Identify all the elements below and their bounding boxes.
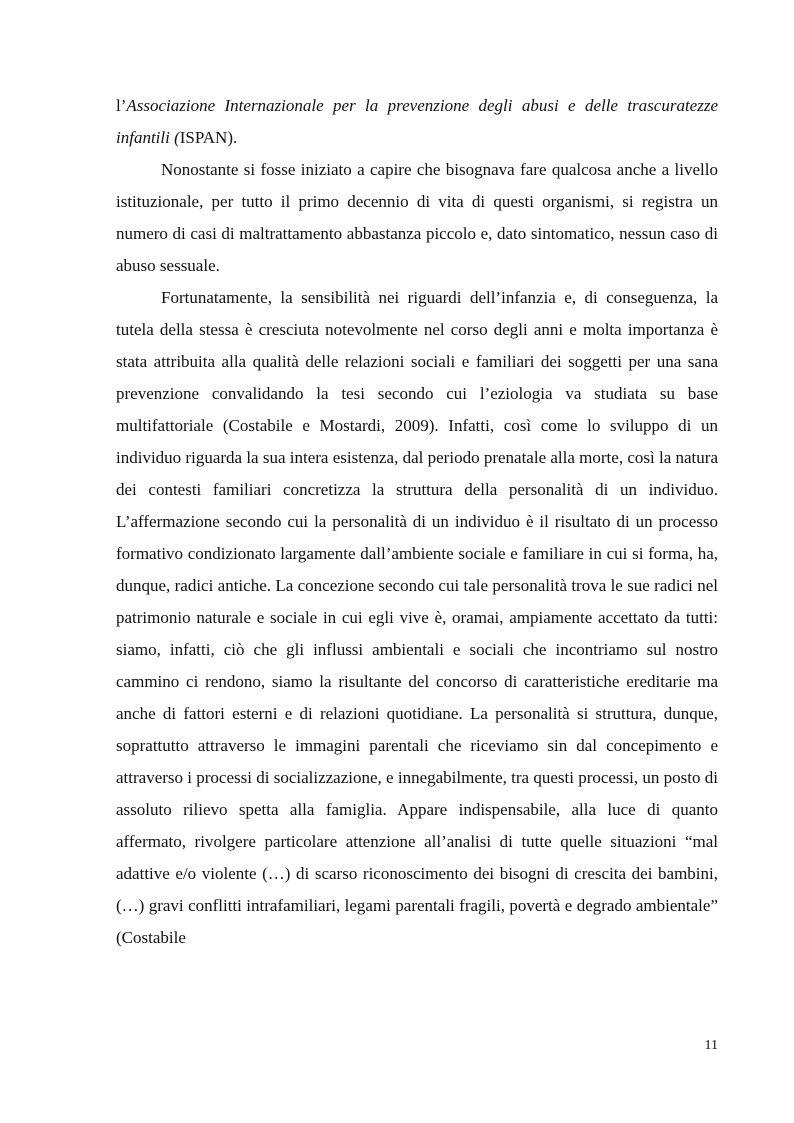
paragraph-prefix: l’ [116, 96, 127, 115]
body-text [116, 90, 718, 954]
paragraph-sensitivity: Fortunatamente, la sensibilità nei riguardi dell’infanzia e, di conseguenza, la tutela della stessa è cresciuta notevolmente nel corso degli anni e molta importanza è stata attribuita alla qualità delle relazioni sociali e familiari dei soggetti per una sana prevenzione convalidando la tesi secondo cui l’eziologia va studiata su base multifattoriale (Costabile e Mostardi, 2009). Infatti, così come lo sviluppo di un individuo riguarda la sua intera esistenza, dal periodo prenatale alla morte, così la natura dei contesti familiari concretizza la struttura della personalità di un individuo. L’affermazione secondo cui la personalità di un individuo è il risultato di un processo formativo condizionato largamente dall’ambiente sociale e familiare in cui si forma, ha, dunque, radici antiche. La concezione secondo cui tale personalità trova le sue radici nel patrimonio naturale e sociale in cui egli vive è, oramai, ampiamente accettato da tutti: siamo, infatti, ciò che gli influssi ambientali e sociali che incontriamo sul nostro cammino ci rendono, siamo la risultante del concorso di caratteristiche ereditarie ma anche di fattori esterni e di relazioni quotidiane. La personalità si struttura, dunque, soprattutto attraverso le immagini parentali che riceviamo sin dal concepimento e attraverso i processi di socializzazione, e innegabilmente, tra questi processi, un posto di assoluto rilievo spetta alla famiglia. Appare indispensabile, alla luce di quanto affermato, rivolgere particolare attenzione all’analisi di tutte quelle situazioni “mal adattive e/o violente (…) di scarso riconoscimento dei bisogni di crescita dei bambini, (…) gravi conflitti intrafamiliari, legami parentali fragili, povertà e degrado ambientale” (Costabile [116, 288, 718, 947]
organization-acronym: ISPAN). [179, 128, 238, 147]
paragraph-institutional: Nonostante si fosse iniziato a capire che bisognava fare qualcosa anche a livello istituzionale, per tutto il primo decennio di vita di questi organismi, si registra un numero di casi di maltrattamento abbastanza piccolo e, dato sintomatico, nessun caso di abuso sessuale. [116, 160, 718, 275]
organization-name: Associazione Internazionale per la prevenzione degli abusi e delle trascuratezze infantili ( [116, 96, 718, 147]
paragraph-continuation [116, 90, 718, 154]
page-number: 11 [704, 1038, 718, 1053]
